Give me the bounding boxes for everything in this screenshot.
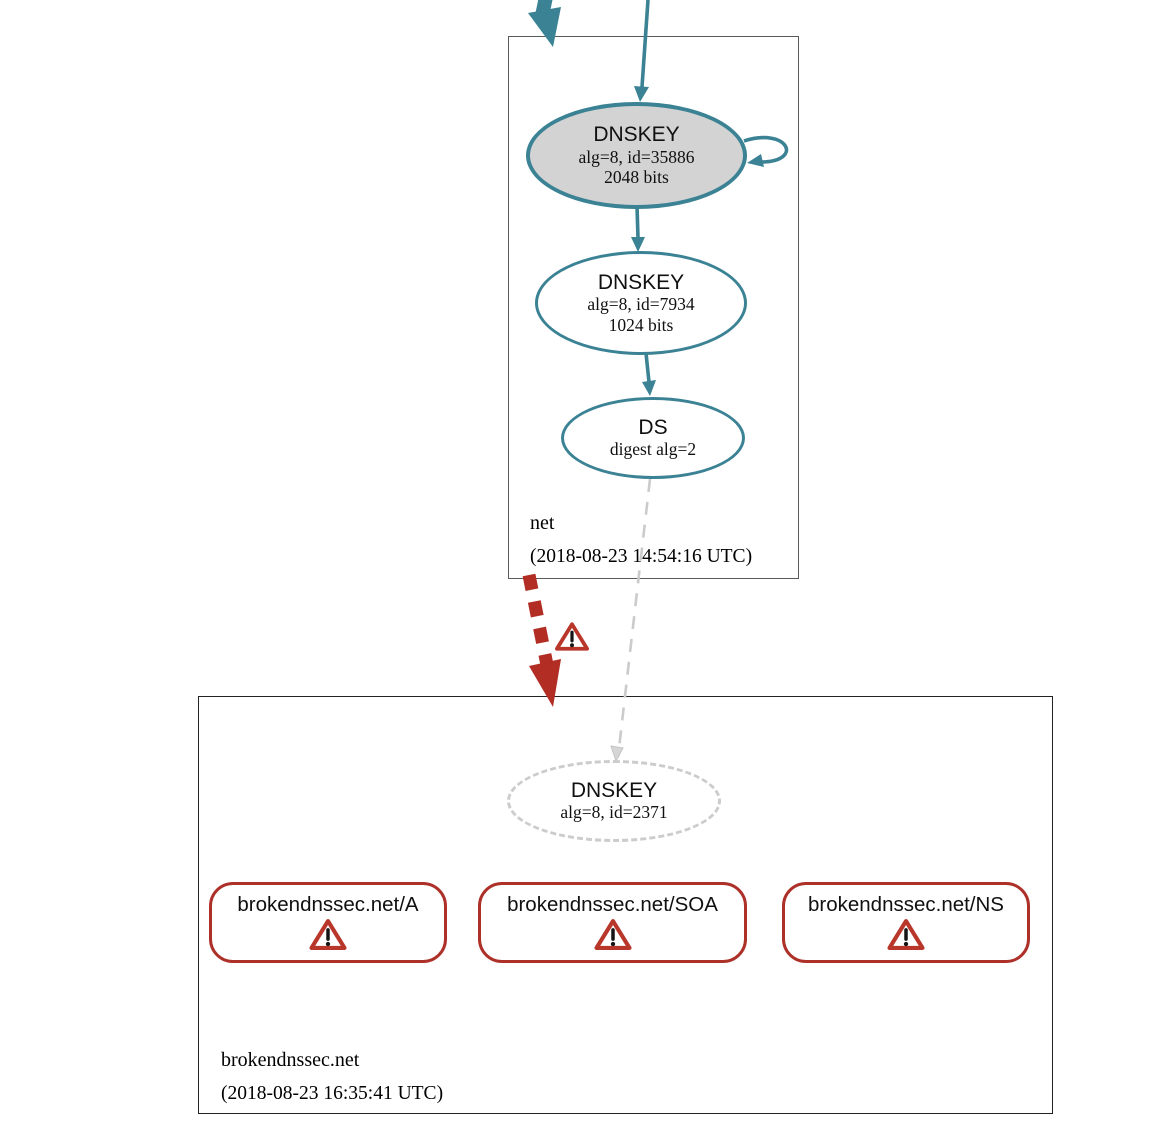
node-detail: alg=8, id=7934 (587, 294, 695, 315)
rrset-label: brokendnssec.net/A (237, 893, 419, 916)
node-net-ds[interactable] (561, 397, 745, 479)
node-title: DNSKEY (593, 123, 680, 147)
node-detail: digest alg=2 (609, 439, 697, 460)
zone-timestamp-net: (2018-08-23 14:54:16 UTC) (530, 546, 753, 567)
rrset-label: brokendnssec.net/NS (807, 893, 1004, 916)
warning-icon (594, 918, 632, 951)
node-detail: alg=8, id=2371 (560, 802, 668, 823)
zone-timestamp-brokendnssec-net: (2018-08-23 16:35:41 UTC) (221, 1083, 444, 1104)
warning-icon (309, 918, 347, 951)
node-title: DNSKEY (597, 270, 685, 294)
warning-icon (887, 918, 925, 951)
zone-label-brokendnssec-net: brokendnssec.net (221, 1049, 360, 1071)
rrset-brokendnssec-net-a[interactable] (209, 882, 447, 963)
zone-label-net: net (530, 512, 555, 534)
node-net-ksk-dnskey[interactable] (526, 102, 747, 209)
node-net-zsk-dnskey[interactable] (535, 251, 747, 355)
rrset-brokendnssec-net-ns[interactable] (782, 882, 1030, 963)
rrset-brokendnssec-net-soa[interactable] (478, 882, 747, 963)
rrset-label: brokendnssec.net/SOA (507, 893, 718, 916)
node-title: DNSKEY (570, 778, 658, 802)
node-key-size: 2048 bits (604, 167, 669, 188)
node-broken-dnskey[interactable] (507, 760, 721, 842)
node-detail: alg=8, id=35886 (578, 146, 695, 167)
node-title: DS (638, 415, 668, 439)
node-key-size: 1024 bits (608, 314, 674, 335)
warning-icon (555, 621, 589, 652)
